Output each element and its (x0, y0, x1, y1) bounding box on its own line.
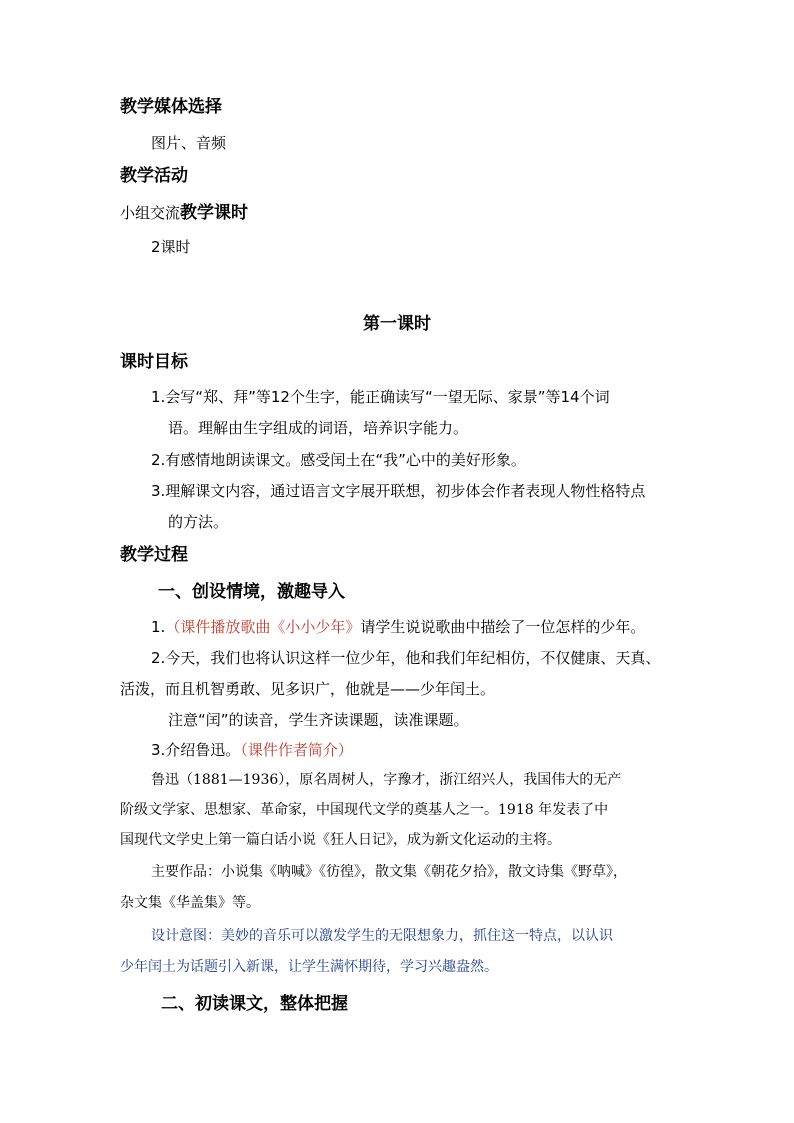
step-2-note: 注意“闰”的读音，学生齐读课题，读准课题。 (168, 711, 469, 729)
lesson-title: 第一课时 (363, 314, 431, 334)
design-intent-line-1: 设计意图：美妙的音乐可以激发学生的无限想象力，抓住这一特点，以认识 (151, 928, 613, 944)
step-1 (151, 618, 645, 636)
works-line-2: 杂文集《华盖集》等。 (120, 895, 260, 911)
goal-item-3-cont: 的方法。 (168, 513, 229, 531)
goals-heading: 课时目标 (120, 352, 188, 372)
goal-item-1: 1.会写“郑、拜”等12个生字，能正确读写“一望无际、家景”等14个词 (151, 388, 610, 406)
bio-line-3: 国现代文学史上第一篇白话小说《狂人日记》，成为新文化运动的主将。 (120, 832, 561, 848)
bio-line-1: 鲁迅（1881—1936），原名周树人，字豫才，浙江绍兴人，我国伟大的无产 (151, 772, 622, 788)
process-heading: 教学过程 (120, 545, 188, 565)
step-2-cont: 活泼，而且机智勇敢、见多识广，他就是——少年闰土。 (120, 680, 496, 698)
step-3 (151, 741, 353, 759)
step-2: 2.今天，我们也将认识这样一位少年，他和我们年纪相仿，不仅健康、天真、 (151, 649, 661, 667)
activity-line (120, 203, 248, 223)
media-heading: 教学媒体选择 (120, 97, 222, 117)
goal-item-1-cont: 语。理解由生字组成的词语，培养识字能力。 (168, 419, 469, 437)
design-intent-line-2: 少年闰土为话题引入新课，让学生满怀期待，学习兴趣盎然。 (120, 959, 498, 975)
media-content: 图片、音频 (151, 134, 227, 152)
activity-content: 小组交流 (120, 204, 181, 222)
step-3-courseware-note: （课件作者简介） (240, 741, 353, 759)
section1-heading: 一、创设情境，激趣导入 (158, 582, 345, 602)
activity-heading: 教学活动 (120, 166, 188, 186)
hours-content: 2课时 (151, 238, 191, 256)
goal-item-2: 2.有感情地朗读课文。感受闰土在“我”心中的美好形象。 (151, 451, 526, 469)
step-3-text: 3.介绍鲁迅。 (151, 741, 241, 759)
step-1-number: 1. (151, 618, 166, 636)
section2-heading: 二、初读课文，整体把握 (161, 994, 348, 1014)
goal-item-3: 3.理解课文内容，通过语言文字展开联想，初步体会作者表现人物性格特点 (151, 482, 646, 500)
hours-heading: 教学课时 (180, 203, 249, 223)
step-1-courseware-note: （课件播放歌曲《小小少年》 (165, 618, 361, 636)
step-1-text: 请学生说说歌曲中描绘了一位怎样的少年。 (360, 618, 646, 636)
bio-line-2: 阶级文学家、思想家、革命家，中国现代文学的奠基人之一。1918 年发表了中 (120, 802, 609, 818)
works-line-1: 主要作品：小说集《呐喊》《彷徨》，散文集《朝花夕拾》，散文诗集《野草》， (151, 864, 627, 880)
